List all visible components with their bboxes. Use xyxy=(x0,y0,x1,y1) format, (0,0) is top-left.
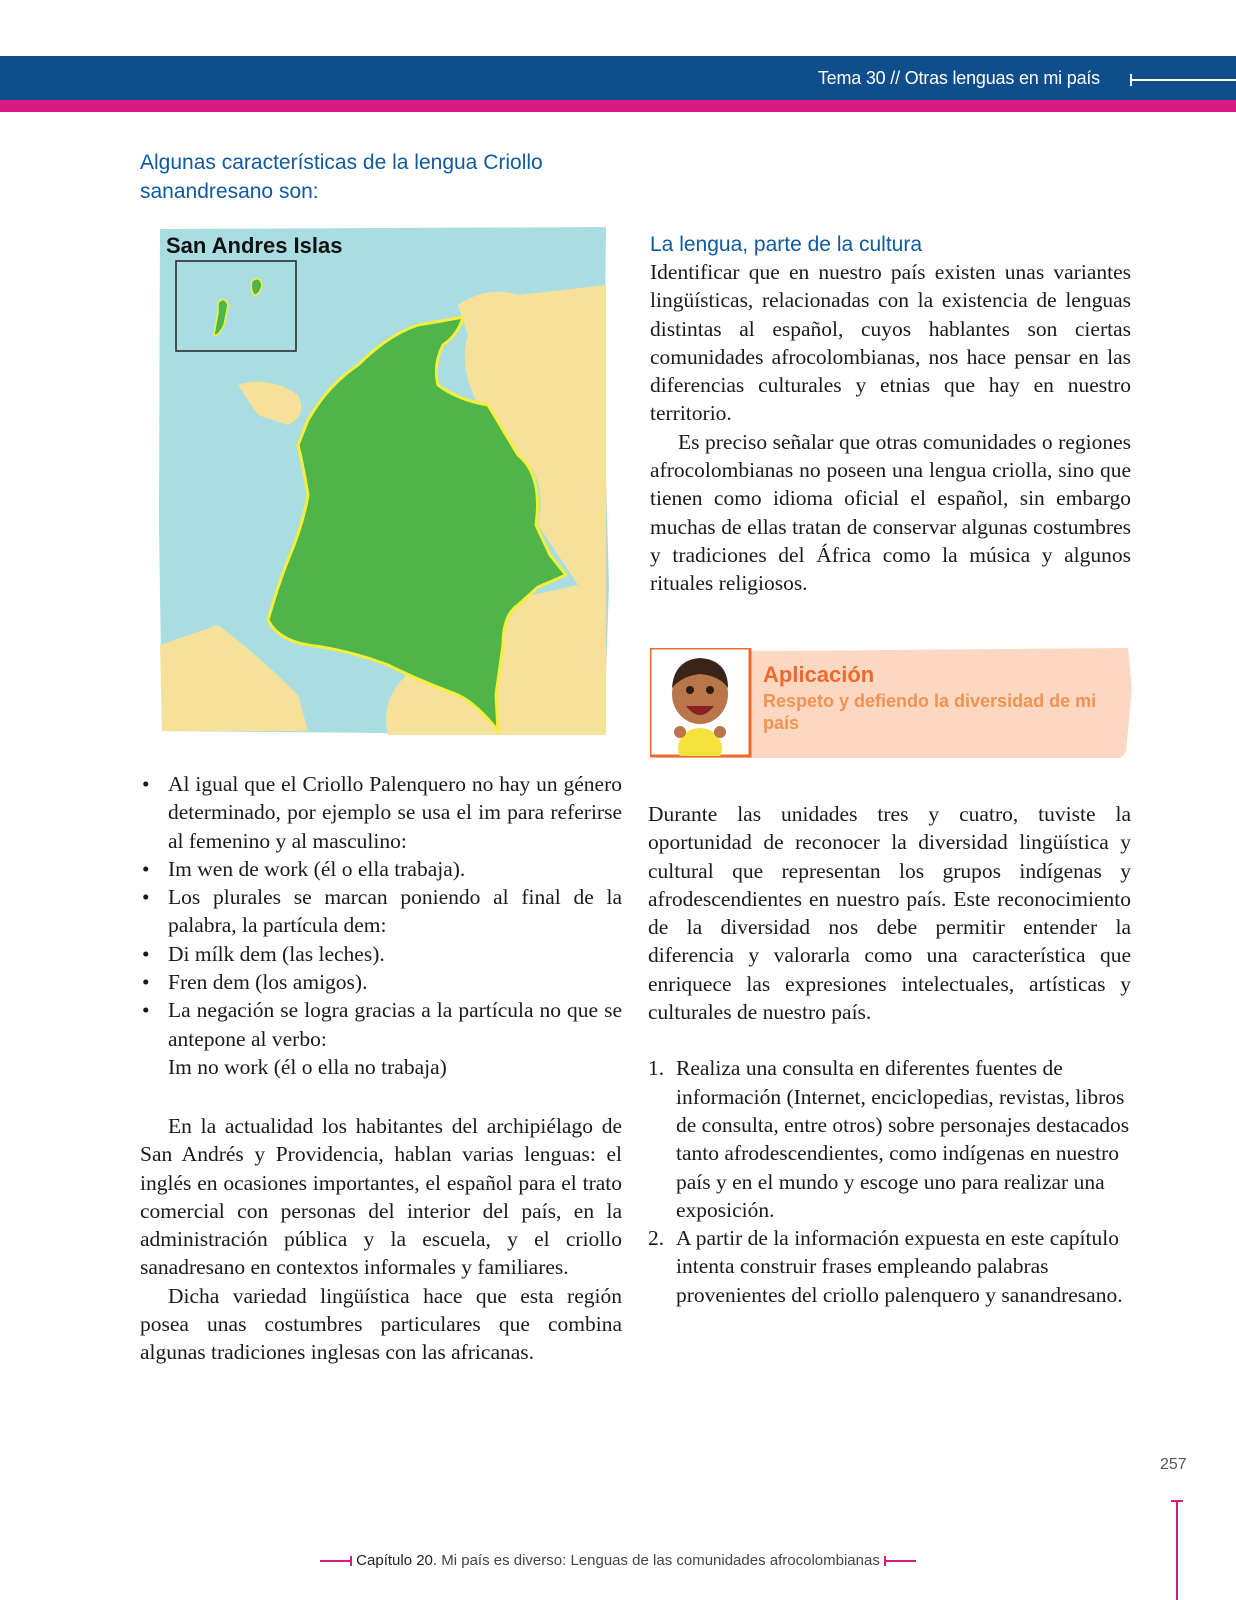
footer-rule-right xyxy=(884,1560,916,1562)
footer xyxy=(0,1552,1236,1569)
culture-paragraph-1: Identificar que en nuestro país existen unas variantes lingüísticas, relacionadas con la existencia de lenguas distintas al español, cuyos hablantes son ciertas comunidades afrocolombianas, nos hace pensar en las diferencias culturales y etnias que hay en nuestro territorio. xyxy=(650,260,1131,426)
list-item: • Fren dem (los amigos). xyxy=(140,968,622,996)
culture-paragraph-2: Es preciso señalar que otras comunidades o regiones afrocolombianas no poseen una lengua criolla, sino que tienen como idioma oficial el español, sin embargo muchas de ellas tratan de conservar algunas costumbres y tradiciones del África como la música y algunos rituales religiosos. xyxy=(650,429,1131,596)
diversity-paragraph: Durante las unidades tres y cuatro, tuviste la oportunidad de reconocer la diversidad lingüística y cultural que representan los grupos indígenas y afrodescendientes en nuestro país. Este reconocimiento de la diversidad nos debe permitir entender la diferencia y valorarla como una característica que enriquece las expresiones intelectuales, artísticas y culturales de nuestro país. xyxy=(648,802,1131,1025)
topic-title: Tema 30 // Otras lenguas en mi país xyxy=(817,68,1100,88)
task-text: Realiza una consulta en diferentes fuentes de información (Internet, enciclopedias, revistas, libros de consulta, entre otros) sobre personajes destacados tanto afrodescendientes, como indígenas en nuestro país y en el mundo y escoge uno para realizar una exposición. xyxy=(676,1056,1130,1222)
application-title: Aplicación xyxy=(763,662,875,687)
footer-title: Mi país es diverso: Lenguas de las comunidades afrocolombianas xyxy=(441,1552,880,1569)
footer-chapter: Capítulo 20. xyxy=(356,1552,438,1569)
section-heading: Algunas características de la lengua Criollo sanandresano son: xyxy=(140,151,543,203)
san-andres-map xyxy=(158,225,610,737)
colombia-map-illustration xyxy=(158,225,610,737)
archipelago-section xyxy=(140,1112,622,1367)
task-number: 2. xyxy=(648,1226,665,1251)
task-text: A partir de la información expuesta en este capítulo intenta construir frases empleando palabras provenientes del criollo palenquero y sanandresano. xyxy=(676,1226,1123,1307)
footer-rule-left xyxy=(320,1560,352,1562)
archipelago-paragraph-1: En la actualidad los habitantes del archipiélago de San Andrés y Providencia, hablan varias lenguas: el inglés en ocasiones importantes, el español para el trato comercial con personas del interior del país, en la administración pública y la escuela, y el criollo sanadresano en contextos informales y familiares. xyxy=(140,1114,622,1280)
list-item: Im no work (él o ella no trabaja) xyxy=(168,1054,447,1079)
header-accent-band xyxy=(0,100,1236,112)
list-item: • Di mílk dem (las leches). xyxy=(140,940,622,968)
header-rule xyxy=(1130,79,1236,81)
archipelago-paragraph-2: Dicha variedad lingüística hace que esta región posea unas costumbres particulares que combina algunas tradiciones inglesas con las africanas. xyxy=(140,1283,622,1365)
list-item: • La negación se logra gracias a la partícula no que se antepone al verbo: xyxy=(140,996,622,1053)
page-number: 257 xyxy=(1160,1456,1187,1473)
task-item xyxy=(648,1224,1131,1309)
features-list xyxy=(140,770,622,1081)
task-item xyxy=(648,1054,1131,1224)
diversity-section xyxy=(648,800,1131,1309)
page-rule xyxy=(1176,1500,1178,1600)
list-item: • Im wen de work (él o ella trabaja). xyxy=(140,855,622,883)
culture-section xyxy=(650,232,1131,598)
smiling-child-icon xyxy=(650,648,750,756)
task-list xyxy=(648,1054,1131,1309)
list-item: • Los plurales se marcan poniendo al final de la palabra, la partícula dem: xyxy=(140,883,622,940)
task-number: 1. xyxy=(648,1056,665,1081)
list-item: • Al igual que el Criollo Palenquero no hay un género determinado, por ejemplo se usa el im para referirse al femenino y al masculino: xyxy=(140,770,622,855)
application-subtitle: Respeto y defiendo la diversidad de mi país xyxy=(763,691,1097,733)
application-box xyxy=(650,648,1133,760)
culture-subheading: La lengua, parte de la cultura xyxy=(650,233,923,256)
map-title: San Andres Islas xyxy=(166,233,343,258)
